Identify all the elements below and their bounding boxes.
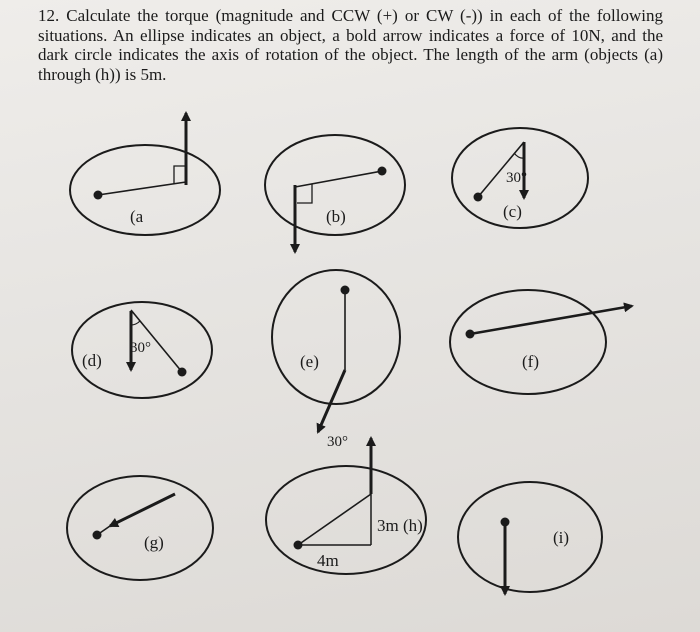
lever-arm — [298, 494, 371, 545]
axis-dot — [294, 541, 303, 550]
lever-arm — [98, 182, 186, 195]
axis-dot — [466, 330, 475, 339]
object-ellipse — [458, 482, 602, 592]
axis-dot — [474, 193, 483, 202]
object-ellipse — [70, 145, 220, 235]
figure-label: (b) — [326, 207, 346, 226]
angle-label: 30° — [130, 340, 151, 356]
problem-number: 12. — [38, 6, 60, 25]
figure-h — [266, 438, 426, 574]
figure-label: (a — [130, 207, 144, 226]
figure-b — [265, 135, 405, 252]
figure-label: (i) — [553, 528, 570, 547]
figure-e — [272, 270, 400, 450]
figure-i — [458, 482, 602, 594]
force-arrow — [110, 494, 175, 526]
axis-dot — [93, 531, 102, 540]
figure-a — [70, 113, 220, 235]
axis-dot — [94, 191, 103, 200]
figure-c — [452, 128, 588, 228]
angle-label: 30° — [327, 434, 348, 450]
lever-arm — [295, 171, 382, 187]
object-ellipse — [67, 476, 213, 580]
figure-label: (c) — [503, 202, 522, 221]
figure-label: (d) — [82, 351, 102, 370]
figure-label: (f) — [522, 352, 539, 371]
problem-text: Calculate the torque (magnitude and CCW (+) or CW (-)) in each of the following situations. An ellipse indicates an object, a bold arrow indicates a force of 10N, and the dark circle indicates the axis of rotation of the object. The length of the arm (objects (a) through (h)) is 5m. — [38, 6, 664, 84]
figure-f — [450, 290, 632, 394]
figure-label: 3m (h) — [377, 516, 423, 535]
object-ellipse — [272, 270, 400, 404]
angle-label: 30° — [506, 170, 527, 186]
figure-d — [72, 302, 212, 398]
axis-dot — [178, 368, 187, 377]
base-length-label: 4m — [317, 551, 339, 570]
object-ellipse — [450, 290, 606, 394]
axis-dot — [341, 286, 350, 295]
figure-g — [67, 476, 213, 580]
axis-dot — [378, 167, 387, 176]
right-angle-mark — [174, 166, 186, 184]
force-arrow — [470, 306, 632, 334]
axis-dot — [501, 518, 510, 527]
force-arrow — [318, 370, 345, 432]
figure-label: (g) — [144, 533, 164, 552]
figure-label: (e) — [300, 352, 319, 371]
